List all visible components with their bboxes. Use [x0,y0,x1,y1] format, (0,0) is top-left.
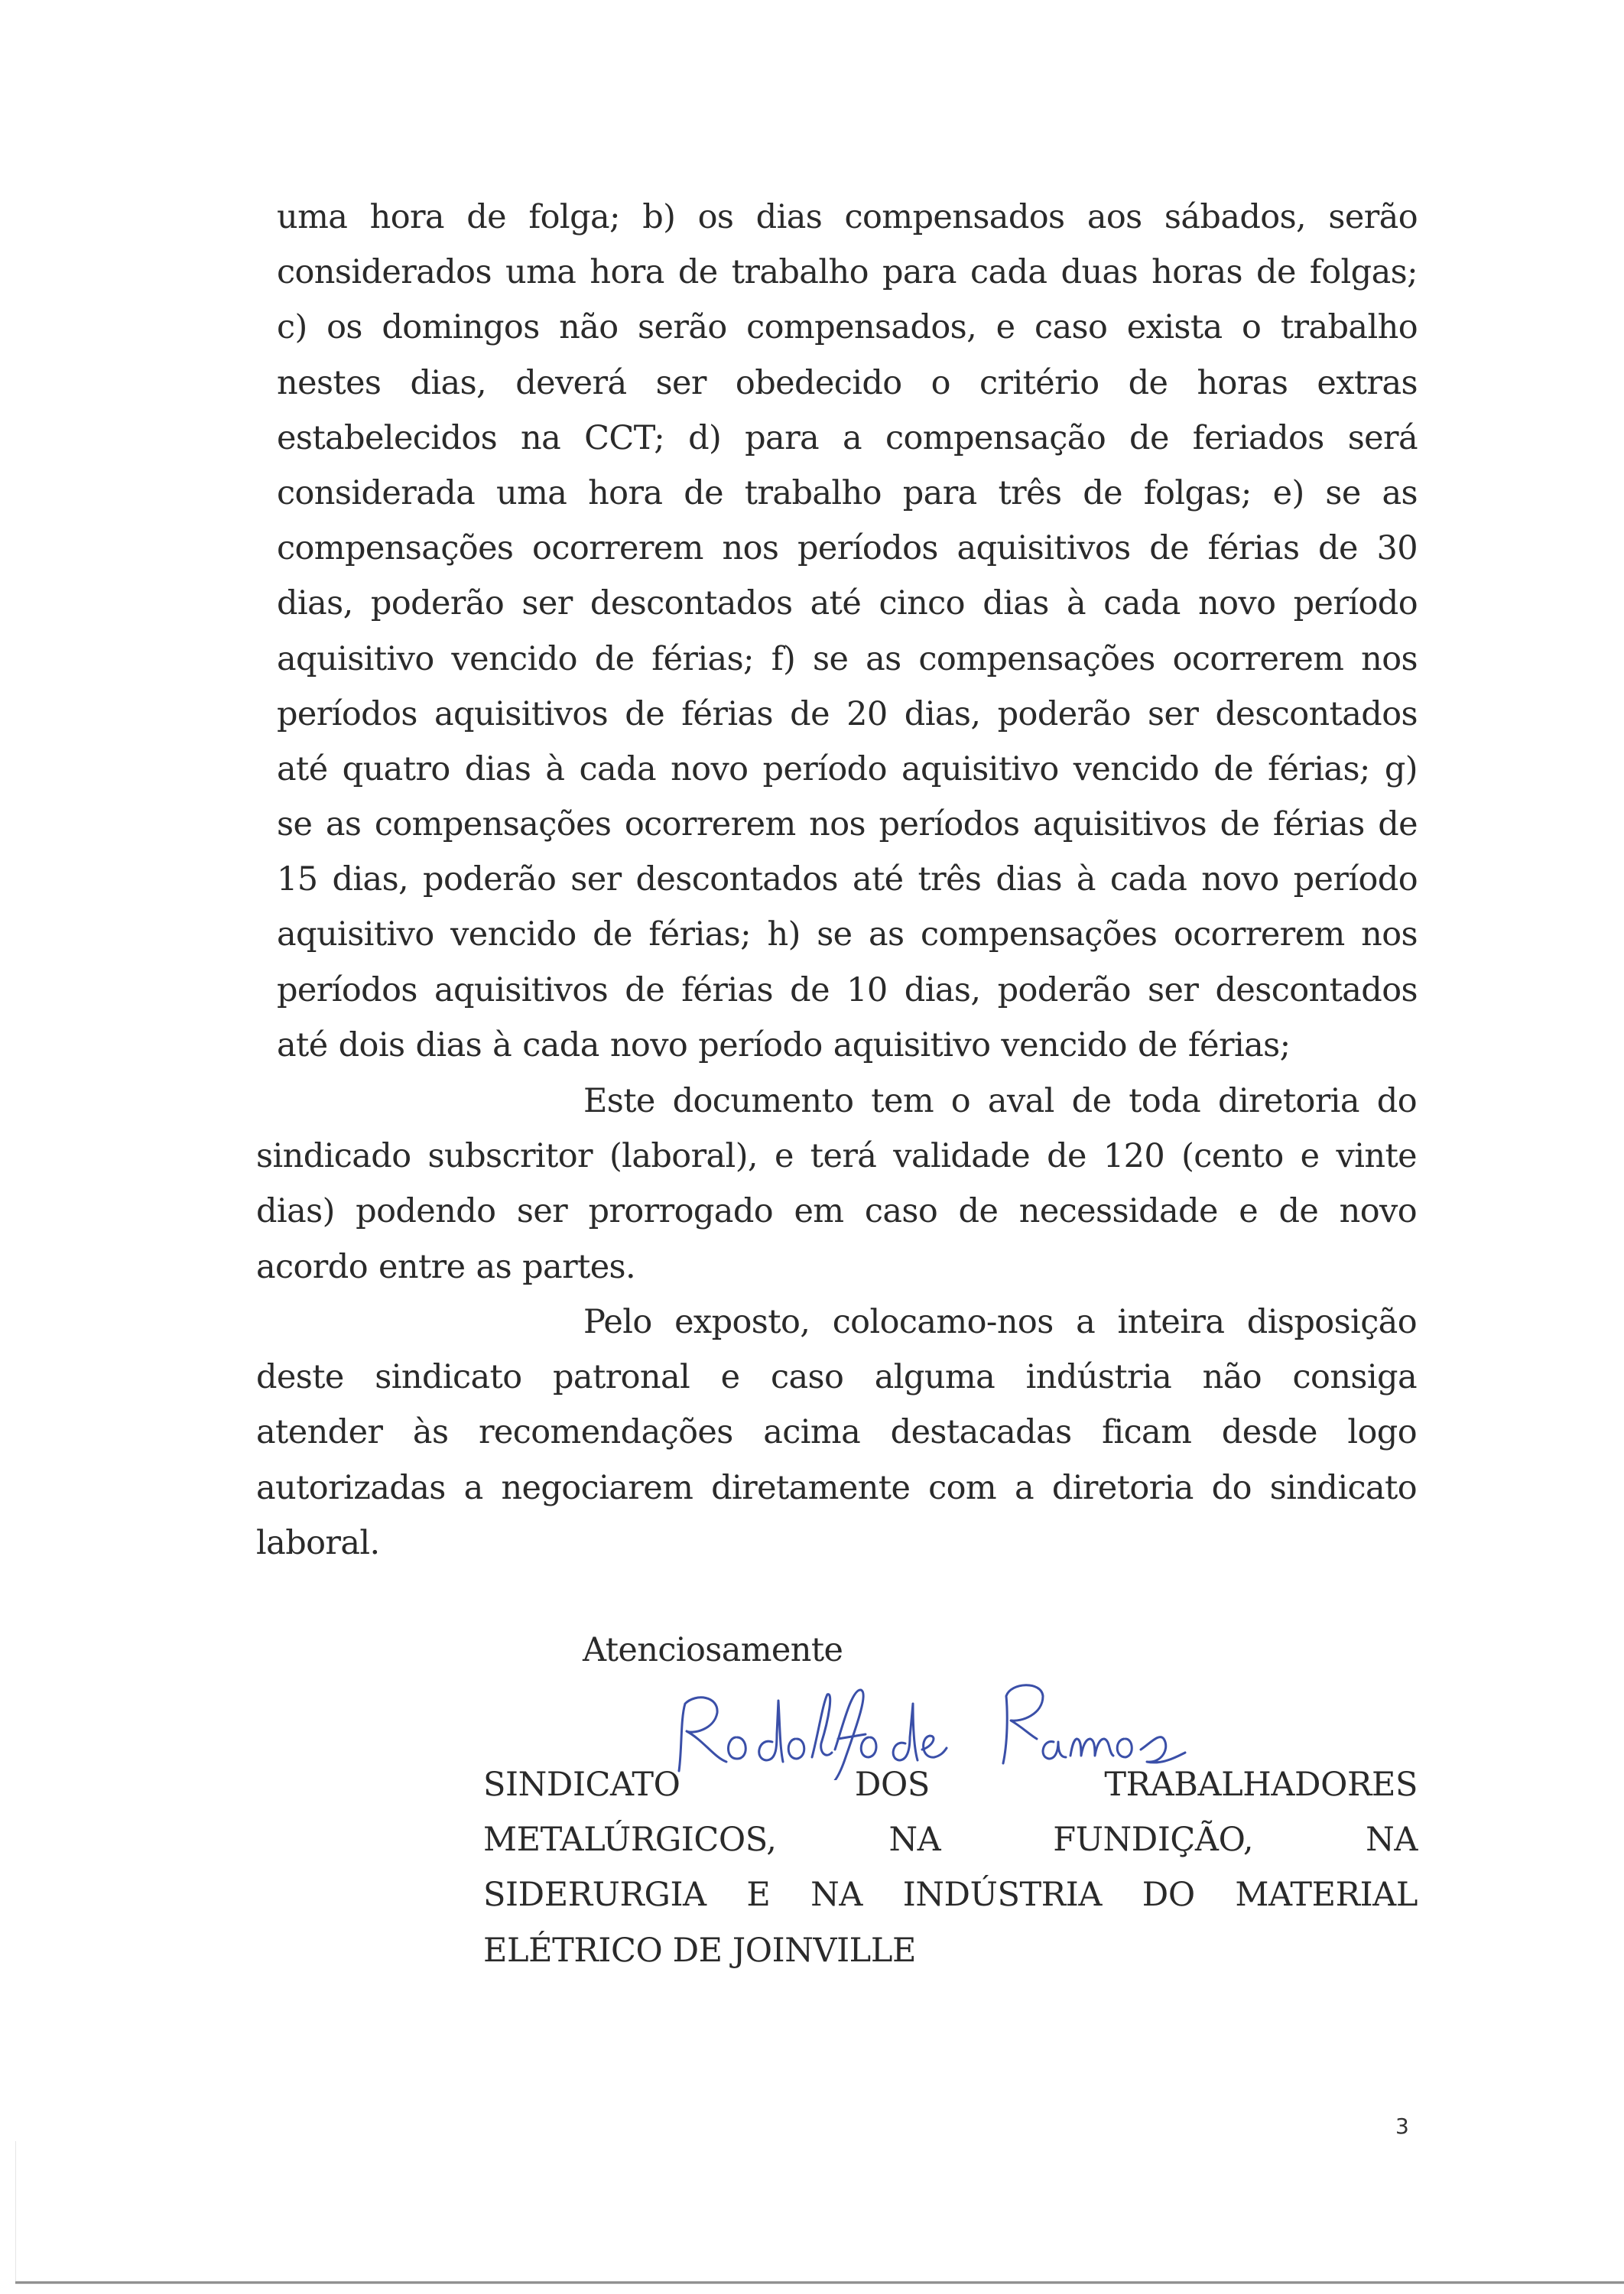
text-line: laboral. [256,1523,380,1562]
text-line: deste sindicato patronal e caso alguma indústria não consiga [256,1358,1417,1397]
text-line: períodos aquisitivos de férias de 10 dias, poderão ser descontados [277,970,1418,1009]
scan-edge [15,2141,16,2283]
text-line: aquisitivo vencido de férias; f) se as compensações ocorrerem nos [277,639,1418,678]
text-line: até dois dias à cada novo período aquisitivo vencido de férias; [277,1025,1291,1064]
text-line: se as compensações ocorrerem nos períodos aquisitivos de férias de [277,805,1418,844]
signatory-line: SINDICATO DOS TRABALHADORES [483,1766,1418,1804]
text-line: Este documento tem o aval de toda diretoria do [583,1082,1417,1120]
text-line: Pelo exposto, colocamo-nos a inteira disposição [583,1303,1417,1341]
text-line: compensações ocorrerem nos períodos aquisitivos de férias de 30 [277,529,1418,568]
signatory-line: SIDERURGIA E NA INDÚSTRIA DO MATERIAL [483,1876,1418,1915]
text-line: nestes dias, deverá ser obedecido o critério de horas extras [277,363,1418,402]
paragraph-validity [256,1074,1417,1295]
text-line: até quatro dias à cada novo período aquisitivo vencido de férias; g) [277,749,1418,788]
paragraph-compensation-items [277,190,1418,1073]
text-line: dias) podendo ser prorrogado em caso de necessidade e de novo [256,1192,1417,1231]
signatory-line: ELÉTRICO DE JOINVILLE [483,1931,916,1970]
text-line: períodos aquisitivos de férias de 20 dias, poderão ser descontados [277,694,1418,733]
page-number: 3 [1395,2114,1409,2139]
text-line: autorizadas a negociarem diretamente com a diretoria do sindicato [256,1468,1417,1507]
text-line: estabelecidos na CCT; d) para a compensação de feriados será [277,418,1418,457]
text-line: sindicado subscritor (laboral), e terá validade de 120 (cento e vinte [256,1137,1417,1176]
salutation: Atenciosamente [583,1631,843,1669]
signatory-line: METALÚRGICOS, NA FUNDIÇÃO, NA [483,1821,1418,1860]
text-line: c) os domingos não serão compensados, e caso exista o trabalho [277,308,1418,347]
text-line: considerada uma hora de trabalho para três de folgas; e) se as [277,473,1418,512]
paragraph-closing [256,1295,1417,1571]
text-line: acordo entre as partes. [256,1247,636,1286]
bottom-rule-divider [15,2281,1624,2284]
text-line: dias, poderão ser descontados até cinco dias à cada novo período [277,584,1418,623]
text-line: uma hora de folga; b) os dias compensados aos sábados, serão [277,198,1418,236]
text-line: considerados uma hora de trabalho para cada duas horas de folgas; [277,253,1418,292]
signatory-organization [483,1757,1418,1978]
text-line: aquisitivo vencido de férias; h) se as compensações ocorrerem nos [277,915,1418,954]
text-line: atender às recomendações acima destacadas ficam desde logo [256,1413,1417,1452]
text-line: 15 dias, poderão ser descontados até três dias à cada novo período [277,860,1418,899]
